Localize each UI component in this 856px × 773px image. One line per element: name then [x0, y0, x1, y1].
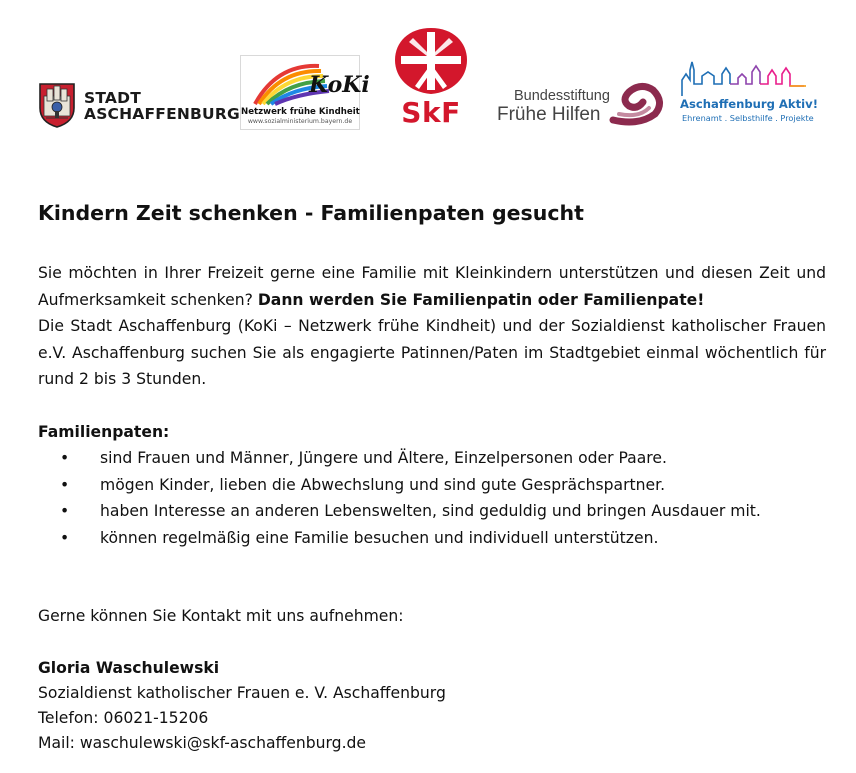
contact-email[interactable]: Mail: waschulewski@skf-aschaffenburg.de	[38, 733, 367, 752]
stadt-logo-line2: ASCHAFFENBURG	[84, 105, 240, 123]
aschaffenburg-aktiv-logo	[680, 60, 818, 126]
familienpaten-list	[38, 445, 826, 551]
contact-organization: Sozialdienst katholischer Frauen e. V. Aschaffenburg	[38, 683, 446, 702]
city-crest-icon	[38, 82, 76, 128]
swirl-icon	[609, 84, 663, 128]
contact-block	[38, 656, 826, 756]
intro-text: Sie möchten in Ihrer Freizeit gerne eine Familie mit Kleinkindern unterstützen und diesen Zeit und Aufmerksamkeit schenken?	[38, 264, 826, 309]
list-item-text: sind Frauen und Männer, Jüngere und Ältere, Einzelpersonen oder Paare.	[100, 449, 667, 467]
koki-logo	[240, 55, 370, 130]
intro-paragraph-2: Die Stadt Aschaffenburg (KoKi – Netzwerk frühe Kindheit) und der Sozialdienst katholischer Frauen e.V. Aschaffenburg suchen Sie als engagierte Patinnen/Paten im Stadtgebiet einmal wöchentlich für rund 2 bis 3 Stunden.	[38, 317, 826, 388]
list-item	[38, 525, 826, 552]
section-heading-familienpaten: Familienpaten:	[38, 422, 170, 441]
bullet-icon: •	[60, 449, 70, 467]
skf-logo-text: SkF	[401, 96, 461, 129]
koki-url: www.sozialministerium.bayern.de	[247, 118, 353, 125]
document-body	[38, 198, 826, 756]
bullet-icon: •	[60, 528, 70, 547]
list-item-text: haben Interesse an anderen Lebenswelten, sind geduldig und bringen Ausdauer mit.	[100, 502, 761, 520]
intro-paragraph-1	[38, 260, 826, 313]
list-item	[38, 472, 826, 499]
logo-row	[0, 0, 856, 150]
list-item	[38, 445, 826, 472]
list-item-text: können regelmäßig eine Familie besuchen und individuell unterstützen.	[100, 528, 659, 547]
koki-subtitle: Netzwerk frühe Kindheit	[241, 107, 360, 117]
list-item-text: mögen Kinder, lieben die Abwechslung und sind gute Gesprächspartner.	[100, 475, 666, 494]
caritas-cross-icon	[393, 26, 469, 96]
skf-logo	[393, 26, 469, 130]
document-title: Kindern Zeit schenken - Familienpaten gesucht	[38, 201, 584, 225]
bullet-icon: •	[60, 502, 70, 520]
stadt-logo-line1: STADT	[84, 89, 141, 107]
contact-name: Gloria Waschulewski	[38, 658, 220, 677]
contact-phone: Telefon: 06021-15206	[38, 708, 209, 727]
koki-rainbow-icon	[241, 56, 370, 108]
koki-brand-text: KoKi	[309, 72, 370, 98]
list-item	[38, 498, 826, 525]
aktiv-logo-title: Aschaffenburg Aktiv!	[680, 97, 818, 111]
aktiv-logo-subtitle: Ehrenamt . Selbsthilfe . Projekte	[682, 113, 814, 123]
fruehe-hilfen-logo	[497, 84, 665, 130]
fruehe-hilfen-line2: Frühe Hilfen	[497, 104, 601, 125]
intro-bold-text: Dann werden Sie Familienpatin oder Familienpate!	[257, 290, 705, 309]
intro-section	[38, 260, 826, 393]
contact-intro: Gerne können Sie Kontakt mit uns aufnehmen:	[38, 607, 404, 625]
bullet-icon: •	[60, 475, 70, 494]
stadt-aschaffenburg-logo	[38, 82, 240, 128]
fruehe-hilfen-line1: Bundesstiftung	[514, 88, 610, 104]
skyline-icon	[680, 60, 810, 98]
